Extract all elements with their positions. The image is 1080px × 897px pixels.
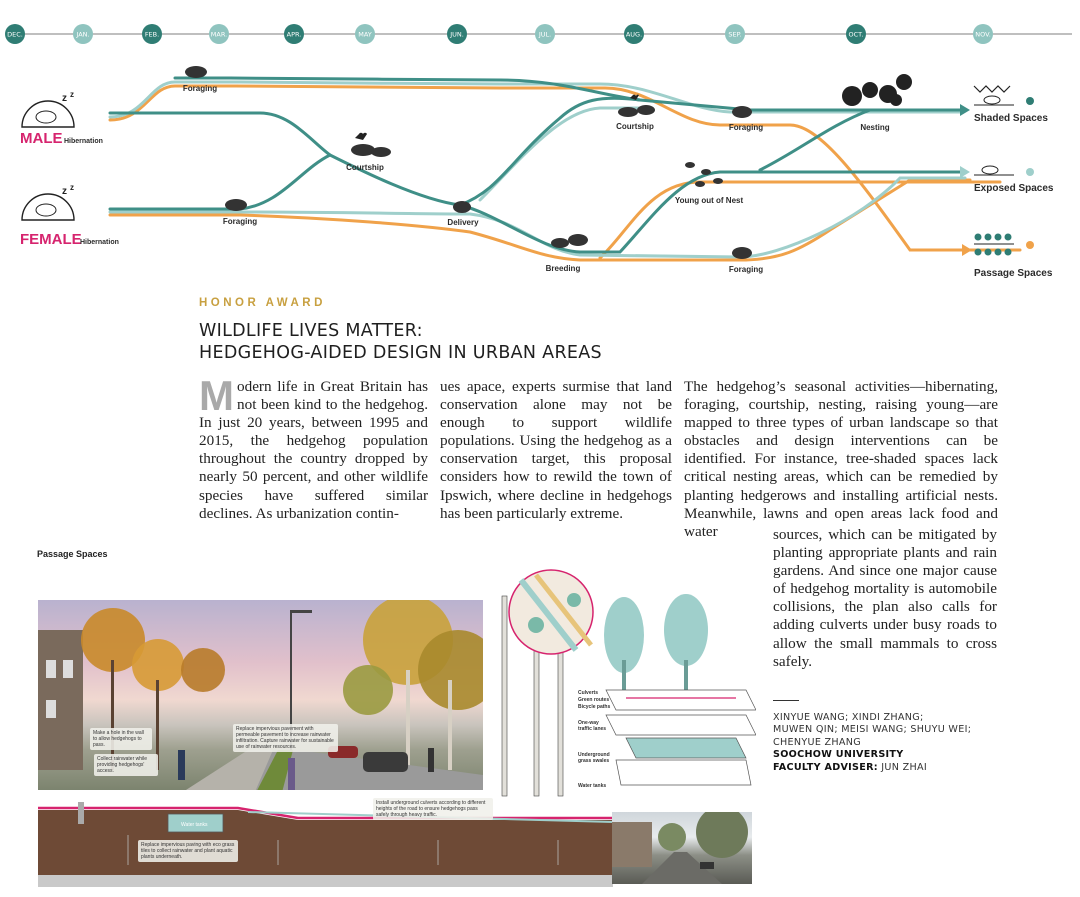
existing-street-photo	[612, 812, 752, 884]
hedgehog-icon	[351, 144, 375, 156]
street-photo-art	[612, 812, 752, 884]
exposed-spaces-icon	[974, 166, 1034, 176]
month-label: MAR.	[210, 30, 228, 39]
svg-text:z: z	[62, 186, 67, 197]
month-label: SEP.	[728, 30, 742, 39]
birch-trunk	[534, 630, 539, 796]
axo-label-grass-swales: Underground grass swales	[578, 752, 610, 764]
wall	[78, 802, 84, 824]
car	[363, 752, 408, 772]
credits-divider	[773, 700, 799, 701]
flow-teal-2	[110, 155, 330, 209]
drop-cap: M	[199, 372, 234, 419]
axo-layer	[606, 715, 756, 735]
destination-exposed-spaces: Exposed Spaces	[974, 183, 1054, 194]
callout-collect-rainwater: Collect rainwater while providing hedgehogs' access.	[94, 754, 158, 776]
female-label: FEMALE	[20, 231, 82, 248]
heart-icon	[355, 133, 367, 140]
arrow-shaded	[960, 104, 970, 116]
hedgehog-icon	[225, 199, 247, 211]
month-label: APR.	[286, 30, 302, 39]
stage-foraging-male: Foraging	[182, 84, 218, 93]
stage-courtship-top: Courtship	[616, 122, 654, 131]
tree	[658, 823, 686, 851]
destination-passage-spaces: Passage Spaces	[974, 268, 1053, 279]
shaded-spaces-icon	[974, 86, 1034, 105]
hedgehog-icon	[732, 106, 752, 118]
credit-names-3: CHENYUE ZHANG	[773, 736, 862, 748]
flow-teal-3	[460, 98, 960, 205]
axo-label-bicycle-paths: Bicycle paths	[578, 704, 611, 710]
street-rendering	[38, 600, 483, 808]
flow-teal-5	[760, 110, 870, 170]
stage-young-out-of-nest: Young out of Nest	[674, 196, 744, 205]
stage-courtship-mid: Courtship	[346, 163, 384, 172]
svg-text:z: z	[62, 93, 67, 104]
activity-flow-lines	[110, 78, 1020, 260]
pedestrian	[428, 748, 434, 772]
axo-layer	[606, 690, 756, 710]
axo-label-one-way-lanes: One-way traffic lanes	[578, 720, 607, 732]
hedgehog-icon	[695, 181, 705, 187]
hedgehog-icon	[685, 162, 695, 168]
axo-layer	[626, 738, 746, 758]
hedgehog-icon	[551, 238, 569, 248]
male-hibernation-label: Hibernation	[64, 138, 103, 145]
arrow-exposed	[960, 166, 970, 178]
article-title	[199, 320, 602, 364]
month-label: MAY	[358, 30, 372, 39]
stage-breeding: Breeding	[545, 264, 581, 273]
month-label: JAN.	[76, 30, 90, 39]
hedgehog-icon	[637, 105, 655, 115]
month-label: FEB.	[144, 30, 160, 39]
credit-names-2: MUWEN QIN; MEISI WANG; SHUYU WEI;	[773, 724, 972, 736]
month-label: DEC.	[7, 30, 23, 39]
adviser-name: JUN ZHAI	[881, 761, 927, 773]
svg-text:z: z	[70, 183, 74, 192]
axo-layer	[616, 760, 751, 785]
stage-nesting: Nesting	[860, 123, 890, 132]
tree	[343, 665, 393, 715]
passage-spaces-icon	[974, 234, 1034, 256]
destination-shaded-spaces: Shaded Spaces	[974, 113, 1048, 124]
hedgehog-icon	[185, 66, 207, 78]
axonometric-art	[496, 560, 756, 800]
title-line-1: WILDLIFE LIVES MATTER:	[199, 321, 423, 341]
award-category: HONOR AWARD	[199, 297, 326, 309]
hedgehog-icon	[732, 247, 752, 259]
callout-hole-in-wall: Make a hole in the wall to allow hedgehogs to pass.	[90, 728, 152, 750]
column-1-text: odern life in Great Britain has not been kind to the hedgehog. In just 20 years, between 1995 and 2015, the hedgehog population throughout the country dropped by nearly 50 percent, and other wildlife species have suffered similar declines. As urbanization contin-	[199, 378, 428, 522]
article-column-3: The hedgehog’s seasonal activities—hibernating, foraging, courtship, nesting, raising young—are mapped to three types of urban landscape so that obstacles and design interventions can be identified. For instance, tree-shaded spaces lack critical nesting areas, which can be remedied by planting hedgerows and installing artificial nests. Meanwhile, lawns and open areas lack food and water	[684, 378, 998, 540]
car	[700, 862, 714, 869]
building	[612, 822, 652, 867]
female-hibernation-icon	[22, 183, 74, 220]
nesting-trees-icon	[842, 74, 912, 106]
callout-eco-grass-tiles: Replace impervious paving with eco grass tiles to collect rainwater and plant aquatic plants underneath.	[138, 840, 238, 862]
article-column-1	[199, 372, 428, 523]
birch-trunk	[502, 596, 507, 796]
svg-text:z: z	[70, 90, 74, 99]
water-tanks-label: Water tanks	[181, 822, 208, 828]
tree	[181, 648, 225, 692]
month-label: JUN.	[450, 30, 464, 39]
tree	[696, 812, 748, 858]
male-hibernation-icon	[22, 90, 74, 127]
credit-names-1: XINYUE WANG; XINDI ZHANG;	[773, 712, 924, 723]
article-column-3-continued: sources, which can be mitigated by planting appropriate plants and rain gardens. And since one major cause of hedgehog mortality is automobile collisions, the plan also calls for adding culverts under busy roads to allow the small mammals to cross safely.	[773, 526, 997, 670]
stage-foraging-female: Foraging	[222, 217, 258, 226]
axo-label-green-routes: Green routes	[578, 697, 610, 703]
axo-label-culverts: Culverts	[578, 690, 599, 696]
axonometric-culvert-diagram	[496, 560, 756, 800]
hedgehog-icons	[182, 66, 752, 259]
month-label: NOV.	[975, 30, 991, 39]
hedgehog-icon	[371, 147, 391, 157]
stage-foraging-top: Foraging	[728, 123, 764, 132]
title-line-2: HEDGEHOG-AIDED DESIGN IN URBAN AREAS	[199, 343, 602, 363]
street-rendering-art	[38, 600, 483, 808]
passage-spaces-title: Passage Spaces	[37, 549, 108, 559]
credit-university: SOOCHOW UNIVERSITY	[773, 749, 904, 761]
underground-section-diagram	[38, 790, 613, 887]
hedgehog-icon	[453, 201, 471, 213]
tree-elevation	[664, 594, 708, 666]
month-label: AUG.	[625, 30, 643, 39]
axo-label-water-tanks: Water tanks	[578, 783, 607, 789]
female-hibernation-label: Hibernation	[80, 239, 119, 246]
callout-permeable-pavement: Replace impervious pavement with permeable pavement to increase rainwater infiltration. Capture rainwater for sustainable use of rainwater resources.	[233, 724, 338, 752]
pedestrian	[288, 758, 295, 790]
stage-delivery: Delivery	[447, 218, 479, 227]
seasonal-activity-diagram	[0, 0, 1080, 290]
article-column-2: ues apace, experts surmise that land conservation alone may not be enough to support wildlife populations. Using the hedgehog as a conservation target, this proposal considers how to rewild the town of Ipswich, where decline in hedgehogs has been particularly extreme.	[440, 378, 672, 522]
building	[38, 630, 83, 770]
credit-adviser	[773, 762, 1053, 774]
pedestrian	[178, 750, 185, 780]
arrow-passage	[962, 244, 972, 256]
month-label: JUL.	[538, 30, 552, 39]
male-label: MALE	[20, 130, 63, 147]
callout-underground-culverts: Install underground culverts according to different heights of the road to ensure hedgehogs pass safely through heavy traffic.	[373, 798, 493, 820]
project-credits	[773, 712, 1053, 774]
hedgehog-icon	[701, 169, 711, 175]
month-label: OCT.	[848, 30, 864, 39]
hedgehog-icon	[568, 234, 588, 246]
hedgehog-icon	[618, 107, 638, 117]
stage-foraging-bottom: Foraging	[728, 265, 764, 274]
adviser-label: FACULTY ADVISER:	[773, 761, 878, 773]
section-cut-art	[38, 790, 613, 887]
hedgehog-icon	[713, 178, 723, 184]
